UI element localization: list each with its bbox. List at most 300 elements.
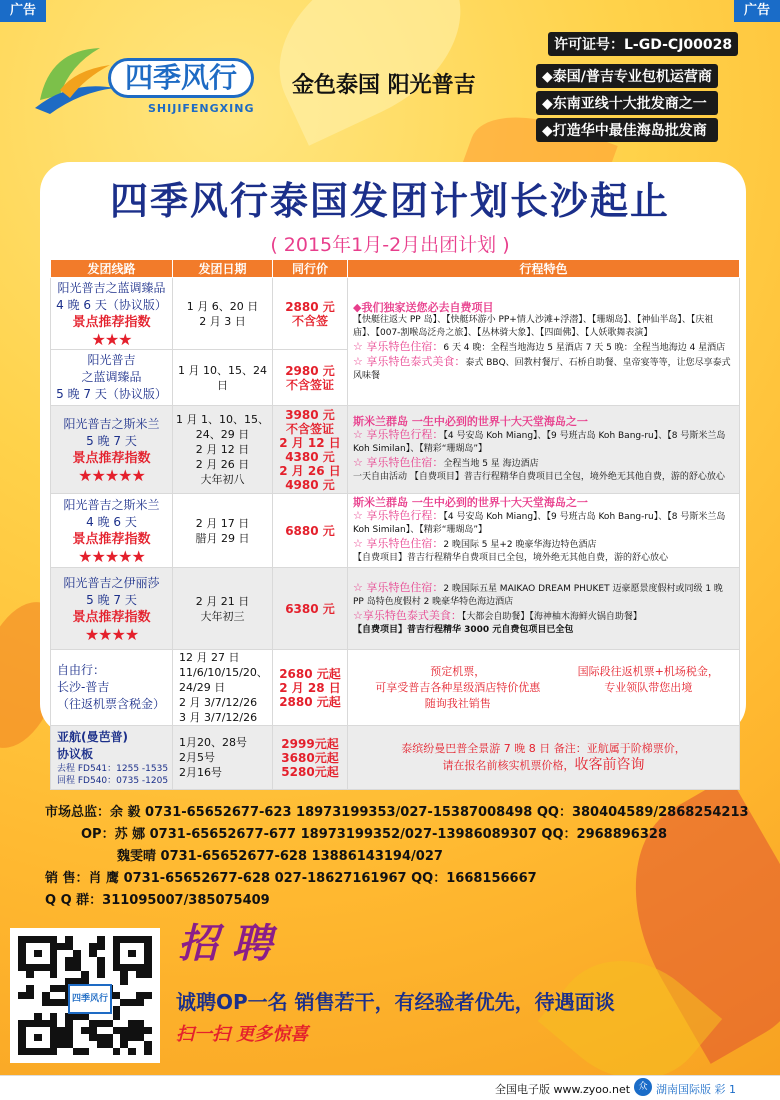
qr-module (128, 1034, 136, 1041)
qr-module (81, 957, 89, 964)
qr-module (26, 1048, 34, 1055)
qr-module (89, 1048, 97, 1055)
qr-module (97, 943, 105, 950)
qr-module (73, 1034, 81, 1041)
qr-module (18, 992, 26, 999)
company-logo (30, 40, 270, 120)
qr-module (42, 992, 50, 999)
table-row (51, 650, 740, 726)
qr-module (97, 1034, 105, 1041)
qr-module (128, 1013, 136, 1020)
route-name: 之蓝调臻品 (81, 370, 142, 384)
qr-module (128, 971, 136, 978)
qr-module (120, 950, 128, 957)
qr-module (26, 957, 34, 964)
price-line: 2999元起 (281, 736, 339, 751)
qr-module (89, 936, 97, 943)
highlight-item: ◆泰国/普吉专业包机运营商 (536, 64, 718, 88)
route-name: 亚航(曼芭普) (57, 729, 128, 744)
qr-module (26, 1013, 34, 1020)
recommend-label: 景点推荐指数 (72, 314, 151, 330)
qr-module (42, 1013, 50, 1020)
qr-module (57, 1034, 65, 1041)
qr-module (144, 999, 152, 1006)
column-header: 发团日期 (173, 260, 273, 278)
qr-module (34, 971, 42, 978)
qr-module (18, 1027, 26, 1034)
star-rating: ★★★★ (84, 624, 139, 644)
qr-module (89, 950, 97, 957)
qr-module (26, 1020, 34, 1027)
qr-module (26, 964, 34, 971)
qr-module (81, 1048, 89, 1055)
route-duration: 5 晚 7 天 (86, 433, 137, 448)
qr-module (128, 1027, 136, 1034)
qr-module (81, 1027, 89, 1034)
price-cell (273, 650, 348, 726)
qr-module (57, 971, 65, 978)
qr-module (144, 1048, 152, 1055)
route-duration: 4 晚 6 天 (86, 514, 137, 529)
price-line: 2680 元起 (279, 666, 341, 681)
airasia-note: 泰缤纷曼巴普全景游 7 晚 8 日 备注：亚航属于阶梯票价， (401, 742, 686, 755)
recommend-label: 景点推荐指数 (72, 531, 151, 547)
qr-module (105, 1048, 113, 1055)
qr-module (50, 950, 58, 957)
qr-module (144, 964, 152, 971)
offer-line: 预定机票， (430, 664, 486, 678)
qr-module (81, 1013, 89, 1020)
qr-module (34, 1020, 42, 1027)
qr-module (97, 1013, 105, 1020)
qr-module (128, 1041, 136, 1048)
qr-module (113, 999, 121, 1006)
qr-module (34, 978, 42, 985)
recommend-label: 景点推荐指数 (72, 450, 151, 466)
qr-module (81, 1041, 89, 1048)
qr-module (18, 999, 26, 1006)
qr-module (42, 1034, 50, 1041)
qr-module (34, 964, 42, 971)
logo-pinyin: SHIJIFENGXING (148, 102, 255, 115)
feature-text: 【自费项目】普吉行程精华自费项目已全包，境外绝无其他自费，游的舒心放心 (353, 553, 669, 563)
qr-module (57, 936, 65, 943)
page-title: 四季风行泰国发团计划长沙起止 (109, 179, 670, 223)
qr-module (120, 1006, 128, 1013)
qr-module (34, 1034, 42, 1041)
flight-info: 回程 FD540：0735 -1205 (57, 775, 169, 786)
qr-module (113, 985, 121, 992)
qr-module (57, 957, 65, 964)
qr-module (136, 978, 144, 985)
price-line: 6880 元 (285, 523, 335, 538)
date-line: 2 月 21 日 (195, 594, 250, 608)
qr-module (57, 1041, 65, 1048)
qr-module (105, 957, 113, 964)
qr-module (26, 971, 34, 978)
qr-module (18, 936, 26, 943)
qr-module (42, 964, 50, 971)
feature-text: 6 天 4 晚：全程当地海边 5 星酒店 7 天 5 晚：全程当地海边 4 星酒店 (443, 342, 726, 353)
qr-module (97, 971, 105, 978)
qr-module (128, 999, 136, 1006)
qr-module (120, 1041, 128, 1048)
qr-module (18, 1034, 26, 1041)
qr-module (136, 1027, 144, 1034)
qr-module (128, 978, 136, 985)
qr-module (42, 1027, 50, 1034)
qr-module (113, 1006, 121, 1013)
free-travel-offer (353, 664, 563, 712)
route-name: 阳光普吉之伊丽莎 (63, 575, 160, 590)
price-line: 不含签证 (285, 421, 334, 436)
qr-module (81, 936, 89, 943)
star-rating: ★★★★★ (78, 465, 145, 485)
qr-module (136, 1034, 144, 1041)
date-line: 2 月 12 日 (195, 443, 250, 456)
qr-module (73, 1027, 81, 1034)
route-cell (51, 568, 173, 650)
table-row (51, 726, 740, 790)
qr-module (26, 1027, 34, 1034)
qr-module (120, 957, 128, 964)
qr-module (105, 1027, 113, 1034)
price-cell (273, 726, 348, 790)
qr-module (65, 1027, 73, 1034)
star-rating: ★★★ (91, 329, 132, 349)
price-line: 3980 元 (285, 407, 335, 422)
contact-line: 魏雯晴 0731-65652677-628 13886143194/027 (117, 849, 443, 864)
qr-module (128, 950, 136, 957)
qr-module (89, 1027, 97, 1034)
contact-line: 销 售：肖 鹰 0731-65652677-628 027-18627161967 QQ：1668156667 (45, 871, 537, 886)
qr-module (136, 1048, 144, 1055)
route-duration: 5 晚 7 天（协议版） (56, 387, 167, 401)
qr-module (34, 985, 42, 992)
qr-module (89, 1013, 97, 1020)
qr-module (26, 936, 34, 943)
qr-module (18, 1020, 26, 1027)
qr-module (120, 1027, 128, 1034)
star-rating: ★★★★★ (78, 546, 145, 566)
footer-site[interactable]: 全国电子版 www.zyoo.net (495, 1083, 631, 1096)
feature-label: ☆享乐特色泰式美食： (353, 608, 462, 622)
qr-module (18, 978, 26, 985)
route-name: 阳光普吉 (87, 353, 136, 367)
qr-module (136, 1020, 144, 1027)
flight-info: 去程 FD541：1255 -1535 (57, 763, 169, 774)
price-line: 4380 元 (285, 449, 335, 464)
feature-label: ☆ 享乐特色行程： (353, 428, 444, 441)
qr-module (128, 936, 136, 943)
qr-module (120, 936, 128, 943)
qr-module (144, 978, 152, 985)
qr-module (34, 950, 42, 957)
qr-module (89, 943, 97, 950)
qr-module (97, 957, 105, 964)
date-line: 1月20、28号 (179, 736, 247, 749)
date-line: 1 月 1、10、15、 (176, 413, 269, 426)
route-name: 协议板 (57, 746, 94, 761)
qr-module (73, 957, 81, 964)
qr-module (50, 1041, 58, 1048)
qr-module (113, 1027, 121, 1034)
contact-line: 市场总监：余 毅 0731-65652677-623 18973199353/027-15387008498 QQ：380404589/2868254213 (45, 805, 749, 820)
qr-module (81, 950, 89, 957)
qr-module (65, 936, 73, 943)
date-line: 大年初八 (200, 473, 245, 486)
qr-module (136, 943, 144, 950)
qr-module (73, 1048, 81, 1055)
date-line: 12 月 27 日 (179, 651, 240, 664)
price-line: 4980 元 (285, 477, 335, 492)
qr-module (144, 992, 152, 999)
qr-module (50, 992, 58, 999)
qr-module (18, 1041, 26, 1048)
qr-module (97, 950, 105, 957)
qr-module (105, 1013, 113, 1020)
offer-line: 可享受普吉各种星级酒店特价优惠 (375, 680, 541, 694)
free-travel-includes (563, 664, 734, 712)
qr-module (120, 1020, 128, 1027)
date-line: 2月16号 (179, 766, 222, 779)
qr-module (26, 1034, 34, 1041)
date-line: 1 月 10、15、24 (178, 363, 267, 377)
qr-module (50, 1027, 58, 1034)
qr-module (57, 964, 65, 971)
qr-module (144, 971, 152, 978)
feature-text: 全程当地 5 星 海边酒店 (443, 459, 539, 469)
qr-module (120, 978, 128, 985)
qr-module (89, 1041, 97, 1048)
qr-module (42, 936, 50, 943)
qr-module (113, 936, 121, 943)
qr-module (50, 936, 58, 943)
table-row (51, 494, 740, 568)
qr-module (120, 985, 128, 992)
qr-module (34, 1006, 42, 1013)
qr-module (81, 1034, 89, 1041)
route-name: 阳光普吉之斯米兰 (63, 497, 160, 512)
qr-module (18, 1006, 26, 1013)
qr-module (113, 964, 121, 971)
logo-name: 四季风行 (108, 58, 254, 98)
date-cell (173, 568, 273, 650)
qr-module (34, 992, 42, 999)
qr-module (128, 992, 136, 999)
qr-module (113, 1041, 121, 1048)
qr-module (136, 936, 144, 943)
qr-module (120, 943, 128, 950)
route-duration: 5 晚 7 天 (86, 592, 137, 607)
qr-module (113, 978, 121, 985)
qr-module (113, 1013, 121, 1020)
price-line: 不含签证 (285, 377, 334, 392)
qr-module (144, 1020, 152, 1027)
page-subtitle: ( 2015年1月-2月出团计划 ) (270, 234, 510, 256)
feature-text: 2 晚国际 5 星+2 晚豪华海边特色酒店 (443, 540, 597, 550)
date-line: 2 月 26 日 (195, 458, 250, 471)
qr-module (105, 1041, 113, 1048)
feature-text: 【大都会自助餐】【海神柚木海鲜火锅自助餐】 (461, 611, 642, 622)
qr-module (50, 999, 58, 1006)
qr-module (42, 1048, 50, 1055)
route-duration: 4 晚 6 天（协议版） (56, 297, 167, 312)
date-line: 1 月 6、20 日 (186, 299, 259, 313)
route-name: 长沙-普吉 (57, 680, 110, 694)
qr-module (50, 943, 58, 950)
qr-module (50, 978, 58, 985)
qr-module (50, 1013, 58, 1020)
qr-module (65, 1034, 73, 1041)
feature-cell (348, 650, 740, 726)
qr-module (18, 985, 26, 992)
qr-module (42, 1006, 50, 1013)
table-row (51, 406, 740, 494)
qr-module (128, 985, 136, 992)
price-line: 2 月 26 日 (279, 463, 341, 478)
qr-module (42, 1020, 50, 1027)
qr-module (73, 971, 81, 978)
qr-module (18, 1013, 26, 1020)
qr-module (81, 943, 89, 950)
airasia-note (353, 757, 734, 774)
route-name: 阳光普吉之斯米兰 (63, 416, 160, 431)
qr-module (65, 1048, 73, 1055)
qr-module (97, 1027, 105, 1034)
qr-module (42, 985, 50, 992)
qr-module (105, 971, 113, 978)
qr-module (42, 978, 50, 985)
qr-module (113, 971, 121, 978)
qr-module (18, 1048, 26, 1055)
qr-module (57, 1048, 65, 1055)
qr-module (34, 1013, 42, 1020)
qr-module (57, 1020, 65, 1027)
date-cell (173, 406, 273, 494)
date-line: 24/29 日 (179, 681, 226, 694)
qr-module (57, 985, 65, 992)
qr-module (42, 950, 50, 957)
date-line: 2 月 17 日 (195, 516, 250, 530)
qr-module (34, 1041, 42, 1048)
qr-module (65, 971, 73, 978)
qr-module (57, 992, 65, 999)
zyoo-logo-icon: 众 (634, 1078, 652, 1096)
price-line: 5280元起 (281, 764, 339, 779)
qr-module (34, 936, 42, 943)
qr-module (42, 971, 50, 978)
qr-logo: 四季风行 (68, 984, 112, 1014)
price-line: 不含签 (291, 313, 328, 328)
recruit-text: 诚聘OP一名 销售若干，有经验者优先，待遇面谈 (176, 990, 615, 1014)
qr-module (136, 999, 144, 1006)
contact-line: OP：苏 娜 0731-65652677-677 18973199352/027-13986089307 QQ：2968896328 (81, 827, 667, 842)
offer-line: 随询我社销售 (424, 696, 491, 710)
ad-label-right: 广告 (734, 0, 780, 22)
feature-text: 2 晚国际五星 MAIKAO DREAM PHUKET 迈豪愿景度假村或同级 1 晚 PP 岛特色度假村 2 晚豪华特色海边酒店 (353, 583, 723, 607)
feature-items: 【快艇往返大 PP 岛】、【快艇环游小 PP+情人沙滩+浮潜】、【珊瑚岛】、【神仙半岛】、【庆祖庙】、【007-割喉岛泛舟之旅】、【丛林骑大象】、【四面佛】、【人妖歌舞表演】 (353, 314, 714, 338)
route-cell (51, 494, 173, 568)
qr-module (113, 1048, 121, 1055)
date-cell (173, 350, 273, 406)
qr-module (120, 1034, 128, 1041)
date-line: 日 (217, 378, 228, 392)
route-cell (51, 726, 173, 790)
price-line: 2 月 12 日 (279, 435, 341, 450)
qr-module (128, 1020, 136, 1027)
qr-module (50, 971, 58, 978)
qr-module (120, 1048, 128, 1055)
qr-module (65, 1020, 73, 1027)
feature-cell (348, 406, 740, 494)
qr-code[interactable] (10, 928, 160, 1063)
qr-module (120, 1013, 128, 1020)
feature-label: ☆ 享乐特色住宿： (353, 537, 444, 550)
table-header-row (51, 260, 740, 278)
date-line: 11/6/10/15/20、 (179, 666, 268, 679)
qr-module (89, 1034, 97, 1041)
qr-module (73, 1020, 81, 1027)
qr-module (105, 964, 113, 971)
qr-module (136, 985, 144, 992)
qr-module (120, 992, 128, 999)
slogan: 金色泰国 阳光普吉 (292, 73, 476, 98)
highlight-item: ◆打造华中最佳海岛批发商 (536, 118, 718, 142)
qr-module (42, 957, 50, 964)
qr-module (65, 950, 73, 957)
qr-module (136, 950, 144, 957)
qr-module (57, 1027, 65, 1034)
airasia-note-text: 请在报名前核实机票价格， (442, 759, 575, 772)
table-row (51, 568, 740, 650)
qr-module (50, 957, 58, 964)
price-cell (273, 568, 348, 650)
qr-module (113, 957, 121, 964)
qr-module (144, 1034, 152, 1041)
qr-module (105, 943, 113, 950)
qr-module (144, 1027, 152, 1034)
qr-module (34, 957, 42, 964)
qr-module (81, 971, 89, 978)
route-cell (51, 650, 173, 726)
offer-line: 国际段往返机票+机场税金， (577, 664, 719, 678)
qr-module (113, 992, 121, 999)
route-cell (51, 350, 173, 406)
footer-edition: 湖南国际版 彩 1 (656, 1083, 736, 1096)
column-header: 发团线路 (51, 260, 173, 278)
qr-module (89, 1020, 97, 1027)
qr-module (81, 964, 89, 971)
date-line: 腊月 29 日 (195, 531, 250, 545)
column-header: 行程特色 (348, 260, 740, 278)
feature-label: ☆ 享乐特色泰式美食： (353, 354, 466, 368)
qr-module (136, 964, 144, 971)
feature-text: 一天自由活动 【自费项目】普吉行程精华自费项目已全包，境外绝无其他自费，游的舒心放心 (353, 472, 725, 482)
qr-module (144, 1013, 152, 1020)
price-line: 2980 元 (285, 363, 335, 378)
date-cell (173, 494, 273, 568)
price-line: 2 月 28 日 (279, 680, 341, 695)
qr-module (57, 978, 65, 985)
qr-module (89, 957, 97, 964)
qr-module (26, 1006, 34, 1013)
feature-heading: 斯米兰群岛 一生中必到的世界十大天堂海岛之一 (353, 496, 588, 509)
qr-module (144, 943, 152, 950)
price-cell (273, 350, 348, 406)
feature-cell (348, 568, 740, 650)
qr-module (113, 1020, 121, 1027)
